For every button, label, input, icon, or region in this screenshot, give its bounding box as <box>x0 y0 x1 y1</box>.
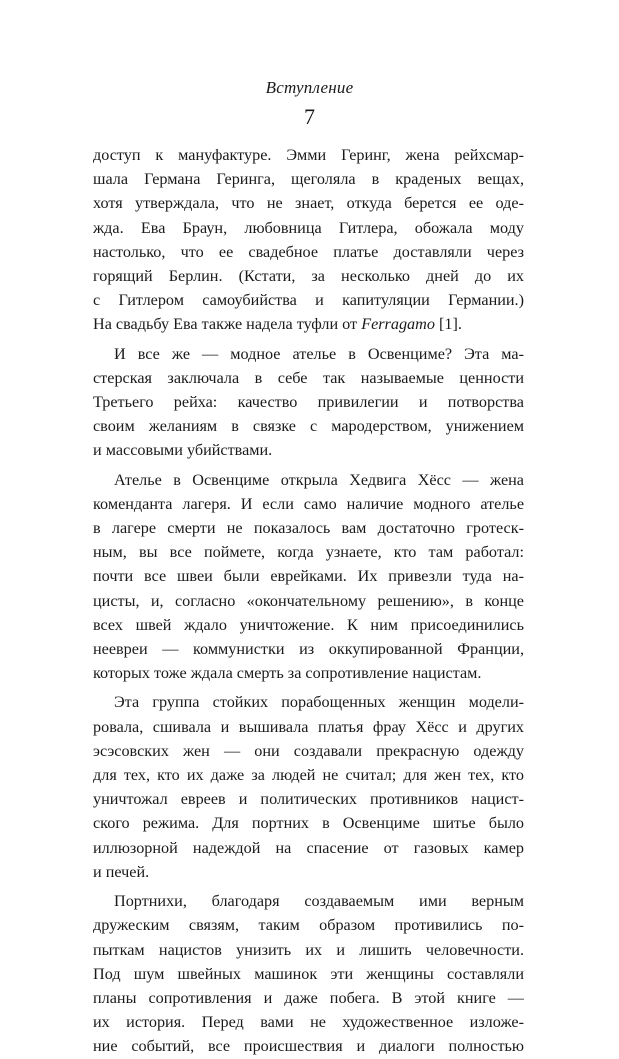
paragraph <box>93 889 524 1058</box>
text-line: И все же — модное ателье в Освенциме? Эта ма- <box>114 344 524 363</box>
text-line: Третьего рейха: качество привилегии и потворства <box>93 393 524 412</box>
brand-name-italic: Ferragamo <box>361 315 435 334</box>
text-line: и печей. <box>93 862 150 881</box>
text-line: для тех, кто их даже за людей не считал; для жен тех, кто <box>93 766 524 785</box>
footnote-reference: [1]. <box>434 315 462 334</box>
text-line: уничтожал евреев и политических противников нацист- <box>93 790 524 809</box>
text-line: стерская заключала в себе так называемые ценности <box>93 368 524 387</box>
text-line: Ателье в Освенциме открыла Хедвига Хёсс — жена <box>114 470 524 489</box>
running-title: Вступление <box>265 78 354 97</box>
text-line: хотя утверждала, что не знает, откуда берется ее оде- <box>93 194 524 213</box>
text-line: ровала, сшивала и вышивала платья фрау Хёсс и других <box>93 717 524 736</box>
text-line: иллюзорной надеждой на спасение от газовых камер <box>93 838 524 857</box>
text-line <box>93 312 524 336</box>
text-line: цисты, и, согласно «окончательному решению», в конце <box>93 591 524 610</box>
text-line: неевреи — коммунистки из оккупированной Франции, <box>93 640 524 659</box>
body-text <box>93 143 524 1059</box>
text-line: планы сопротивления и даже побега. В этой книге — <box>93 988 524 1007</box>
text-line: горящий Берлин. (Кстати, за несколько дней до их <box>93 267 524 286</box>
text-line: шала Германа Геринга, щеголяла в краденых вещах, <box>93 170 524 189</box>
text-line: своим желаниям в связке с мародерством, унижением <box>93 417 524 436</box>
text-line: Портнихи, благодаря создаваемым ими верным <box>114 892 524 911</box>
paragraph <box>93 143 524 337</box>
text-line: их история. Перед вами не художественное изложе- <box>93 1013 524 1032</box>
text-line: пыткам нацистов унизить их и лишить человечности. <box>93 940 524 959</box>
text-line: настолько, что ее свадебное платье доставляли через <box>93 242 524 261</box>
page-number: 7 <box>304 104 315 129</box>
paragraph <box>93 342 524 463</box>
text-line: почти все швеи были еврейками. Их привезли туда на- <box>93 567 524 586</box>
text-line: которых тоже ждала смерть за сопротивление нацистам. <box>93 664 482 683</box>
text-line: жда. Ева Браун, любовница Гитлера, обожала моду <box>93 218 524 237</box>
text-line: в лагере смерти не показалось вам достаточно гротеск- <box>93 519 524 538</box>
text-line: с Гитлером самоубийства и капитуляции Германии.) <box>93 291 524 310</box>
text-line: ным, вы все поймете, когда узнаете, кто там работал: <box>93 543 524 562</box>
text-line: ние событий, все происшествия и диалоги полностью <box>93 1037 524 1056</box>
text-line: всех швей ждало уничтожение. К ним присоединились <box>93 615 524 634</box>
paragraph <box>93 690 524 884</box>
paragraph <box>93 468 524 686</box>
text-line: и массовыми убийствами. <box>93 441 273 460</box>
text-line: ского режима. Для портних в Освенциме шитье было <box>93 814 524 833</box>
text-line: доступ к мануфактуре. Эмми Геринг, жена рейхсмар- <box>93 146 524 164</box>
text-line: Под шум швейных машинок эти женщины составляли <box>93 964 524 983</box>
text-line: эсэсовских жен — они создавали прекрасную одежду <box>93 741 524 760</box>
text-line: коменданта лагеря. И если само наличие модного ателье <box>93 494 524 513</box>
text-line: Эта группа стойких порабощенных женщин модели- <box>114 693 524 712</box>
text-segment: На свадьбу Ева также надела туфли от <box>93 315 362 334</box>
text-line: дружеским связям, таким образом противились по- <box>93 916 524 935</box>
